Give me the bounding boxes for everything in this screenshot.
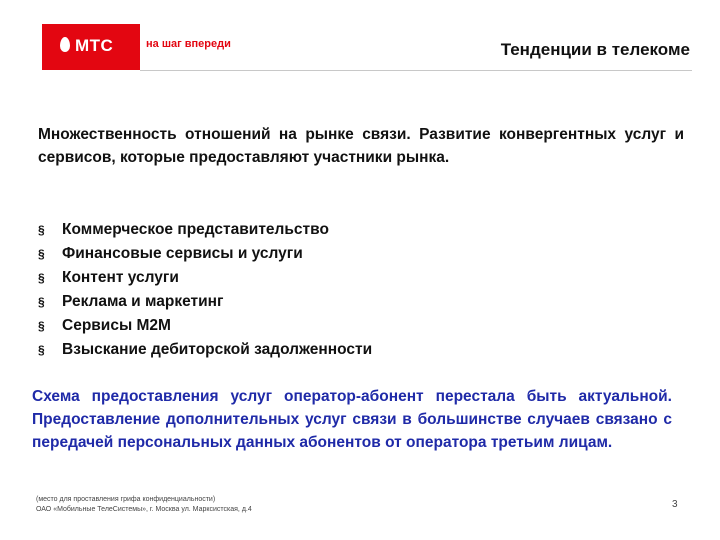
intro-paragraph: Множественность отношений на рынке связи. Развитие конвергентных услуг и сервисов, которые предоставляют участники рынка. — [38, 126, 684, 166]
footer — [36, 495, 252, 515]
logo-text: МТС — [75, 36, 114, 55]
slide-title: Тенденции в телекоме — [500, 40, 690, 59]
confidentiality-placeholder: (место для проставления грифа конфиденциальности) — [36, 496, 216, 503]
bullet-text: Реклама и маркетинг — [62, 293, 224, 310]
mts-logo — [42, 24, 140, 70]
highlight-note: Схема предоставления услуг оператор-абонент перестала быть актуальной. Предоставление дополнительных услуг связи в большинстве случаев связано с передачей персональных данных абонентов от оператора третьим лицам. — [32, 388, 672, 451]
bullet-text: Сервисы М2М — [62, 317, 171, 334]
bullet-marker: § — [38, 271, 45, 285]
list-item — [38, 266, 372, 290]
list-item — [38, 314, 372, 338]
list-item — [38, 290, 372, 314]
egg-icon — [60, 37, 70, 52]
bullet-text: Взыскание дебиторской задолженности — [62, 341, 373, 358]
bullet-marker: § — [38, 247, 45, 261]
bullet-text: Коммерческое представительство — [62, 221, 329, 238]
company-address: ОАО «Мобильные ТелеСистемы», г. Москва ул. Марксистская, д.4 — [36, 506, 252, 513]
bullet-marker: § — [38, 295, 45, 309]
header-divider — [140, 70, 692, 71]
list-item — [38, 338, 372, 362]
list-item — [38, 218, 372, 242]
bullet-marker: § — [38, 223, 45, 237]
bullet-marker: § — [38, 343, 45, 357]
page-number: 3 — [672, 499, 678, 510]
bullet-marker: § — [38, 319, 45, 333]
bullet-list — [38, 218, 372, 362]
bullet-text: Финансовые сервисы и услуги — [62, 245, 303, 262]
bullet-text: Контент услуги — [62, 269, 179, 286]
slogan: на шаг впереди — [146, 38, 231, 50]
list-item — [38, 242, 372, 266]
